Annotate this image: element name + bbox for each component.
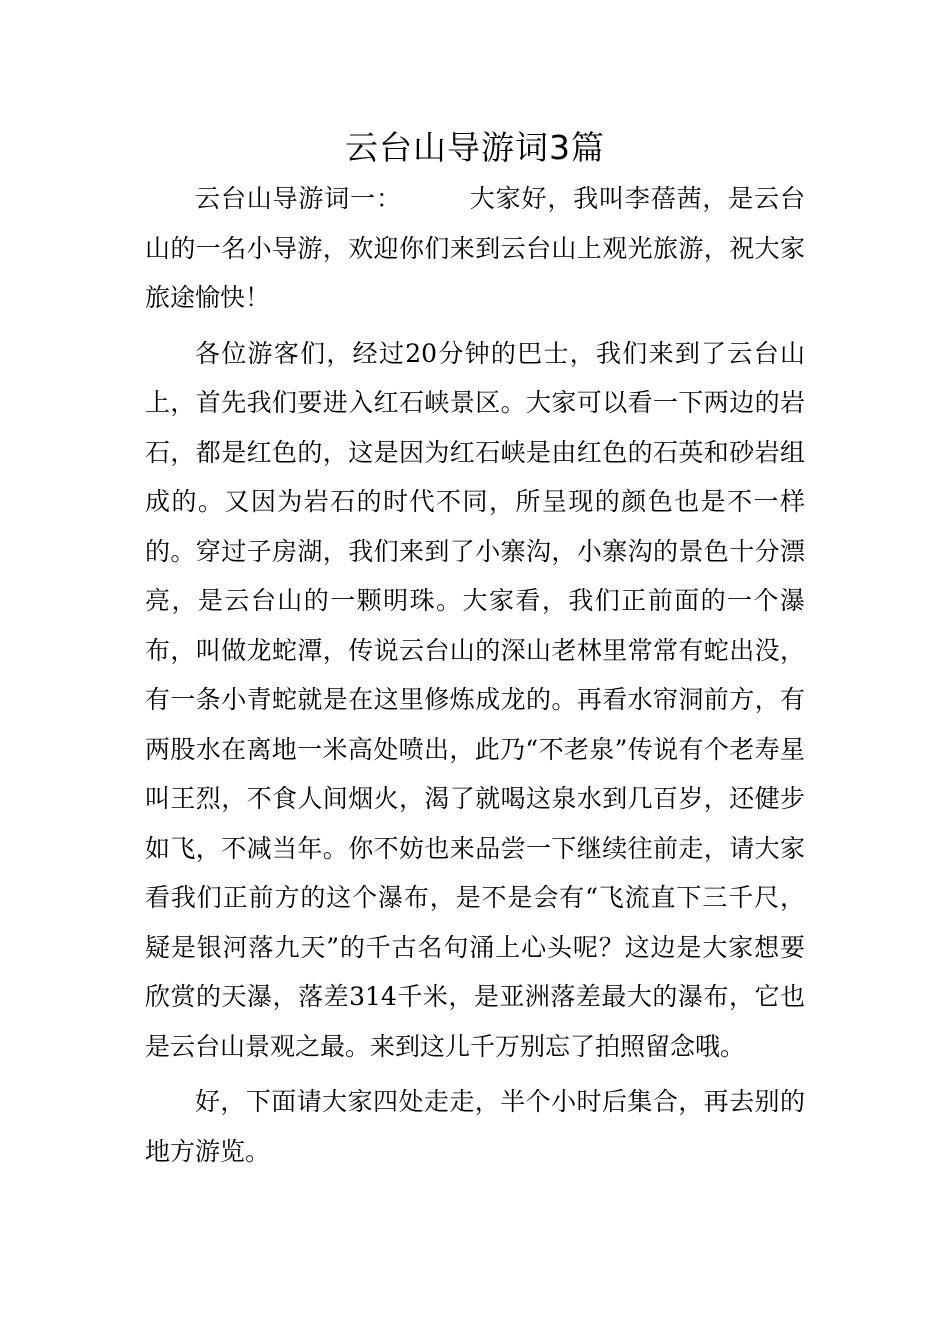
section-heading-inline: 云台山导游词一：	[195, 184, 402, 213]
paragraph-3: 好，下面请大家四处走走，半个小时后集合，再去别的地方游览。	[145, 1087, 805, 1166]
paragraph-1-text: 大家好，我叫李蓓茜，是云台山的一名小导游，欢迎你们来到云台山上观光旅游，祝大家旅途愉快！	[145, 184, 805, 312]
document-title: 云台山导游词3篇	[345, 128, 605, 167]
paragraph-2: 各位游客们，经过20分钟的巴士，我们来到了云台山上，首先我们要进入红石峡景区。大家可以看一下两边的岩石，都是红色的，这是因为红石峡是由红色的石英和砂岩组成的。又因为岩石的时代不同，所呈现的颜色也是不一样的。穿过子房湖，我们来到了小寨沟，小寨沟的景色十分漂亮，是云台山的一颗明珠。大家看，我们正前面的一个瀑布，叫做龙蛇潭，传说云台山的深山老林里常常有蛇出没，有一条小青蛇就是在这里修炼成龙的。再看水帘洞前方，有两股水在离地一米高处喷出，此乃“不老泉”传说有个老寿星叫王烈，不食人间烟火，渴了就喝这泉水到几百岁，还健步如飞，不减当年。你不妨也来品尝一下继续往前走，请大家看我们正前方的这个瀑布，是不是会有“飞流直下三千尺，疑是银河落九天”的千古名句涌上心头呢？这边是大家想要欣赏的天瀑，落差314千米，是亚洲落差最大的瀑布，它也是云台山景观之最。来到这儿千万别忘了拍照留念哦。	[145, 338, 805, 1061]
document-body	[145, 174, 805, 1176]
paragraph-1	[145, 174, 805, 323]
